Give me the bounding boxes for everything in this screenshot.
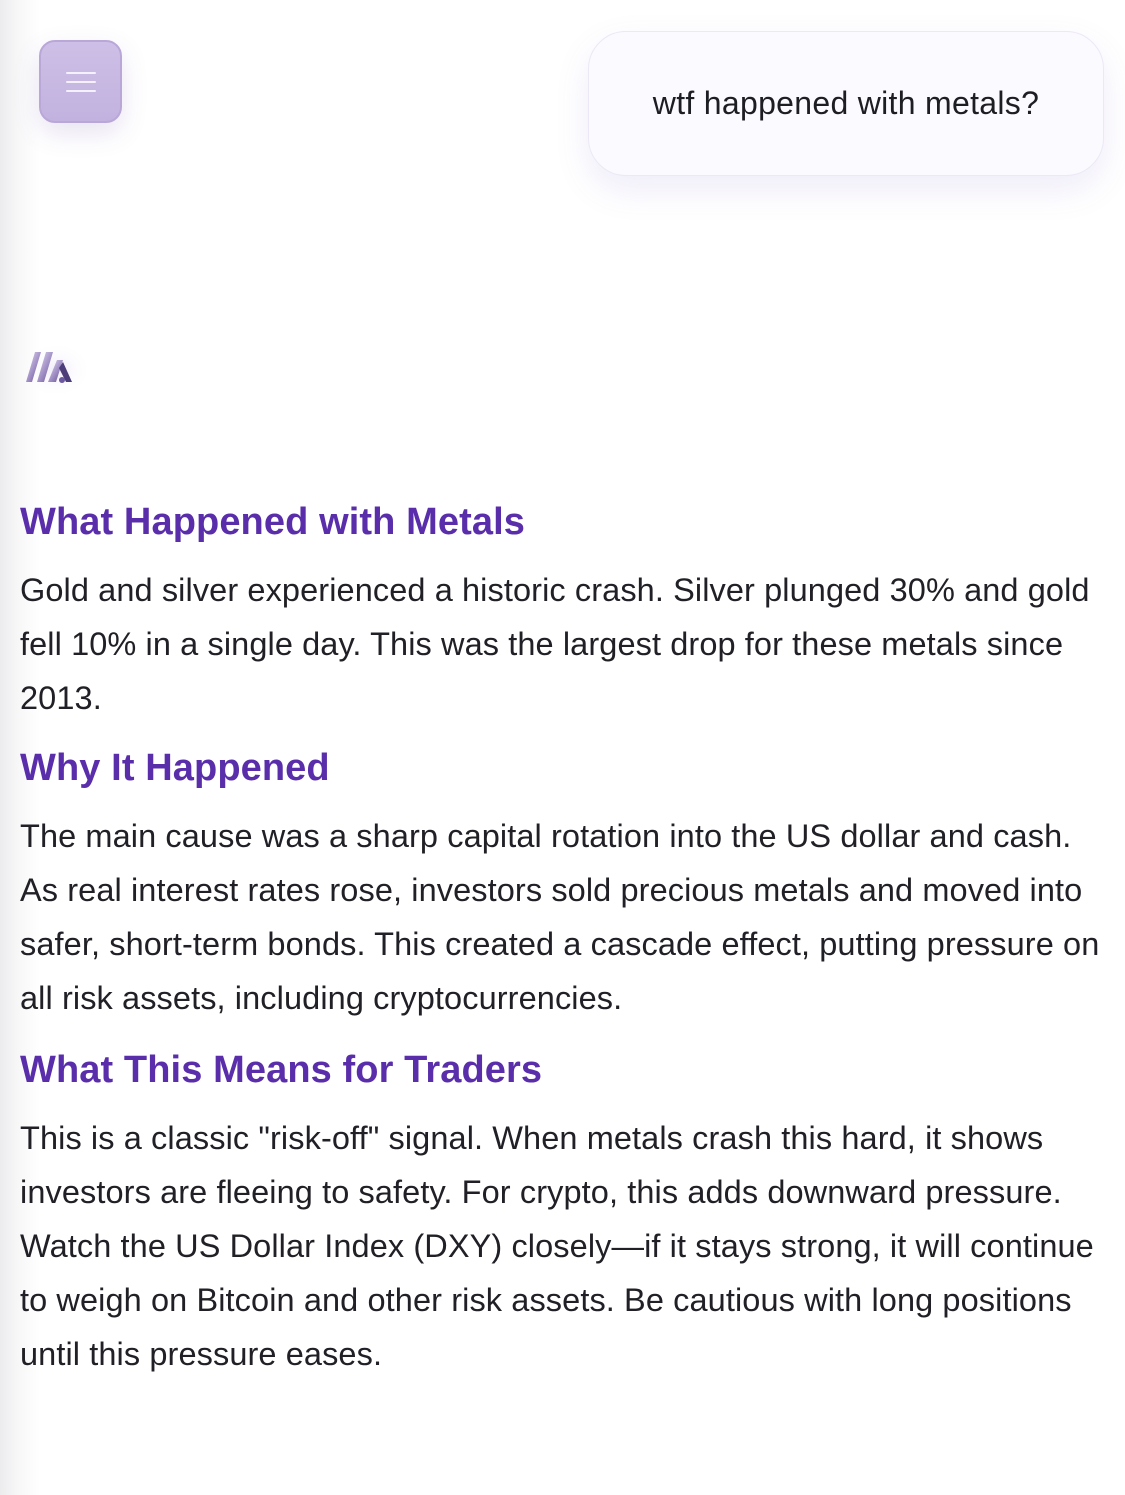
section-heading-traders: What This Means for Traders: [20, 1049, 543, 1091]
user-message-bubble: [588, 31, 1104, 176]
user-message-text: wtf happened with metals?: [652, 85, 1040, 121]
section-body-why: The main cause was a sharp capital rotation into the US dollar and cash. As real interest rates rose, investors sold precious metals and moved into safer, short-term bonds. This created a cascade effect, putting pressure on all risk assets, including cryptocurrencies.: [20, 818, 1100, 1016]
hamburger-menu-icon: [66, 72, 96, 92]
assistant-answer: [20, 495, 1110, 1381]
assistant-logo-icon: [16, 338, 92, 400]
menu-button[interactable]: [39, 40, 122, 123]
section-body-what-happened: Gold and silver experienced a historic crash. Silver plunged 30% and gold fell 10% in a single day. This was the largest drop for these metals since 2013.: [20, 572, 1090, 716]
section-heading-what-happened: What Happened with Metals: [20, 501, 525, 543]
section-heading-why: Why It Happened: [20, 747, 330, 789]
section-body-traders: This is a classic "risk-off" signal. When metals crash this hard, it shows investors are fleeing to safety. For crypto, this adds downward pressure. Watch the US Dollar Index (DXY) closely—if it stays strong, it will continue to weigh on Bitcoin and other risk assets. Be cautious with long positions until this pressure eases.: [20, 1120, 1094, 1372]
